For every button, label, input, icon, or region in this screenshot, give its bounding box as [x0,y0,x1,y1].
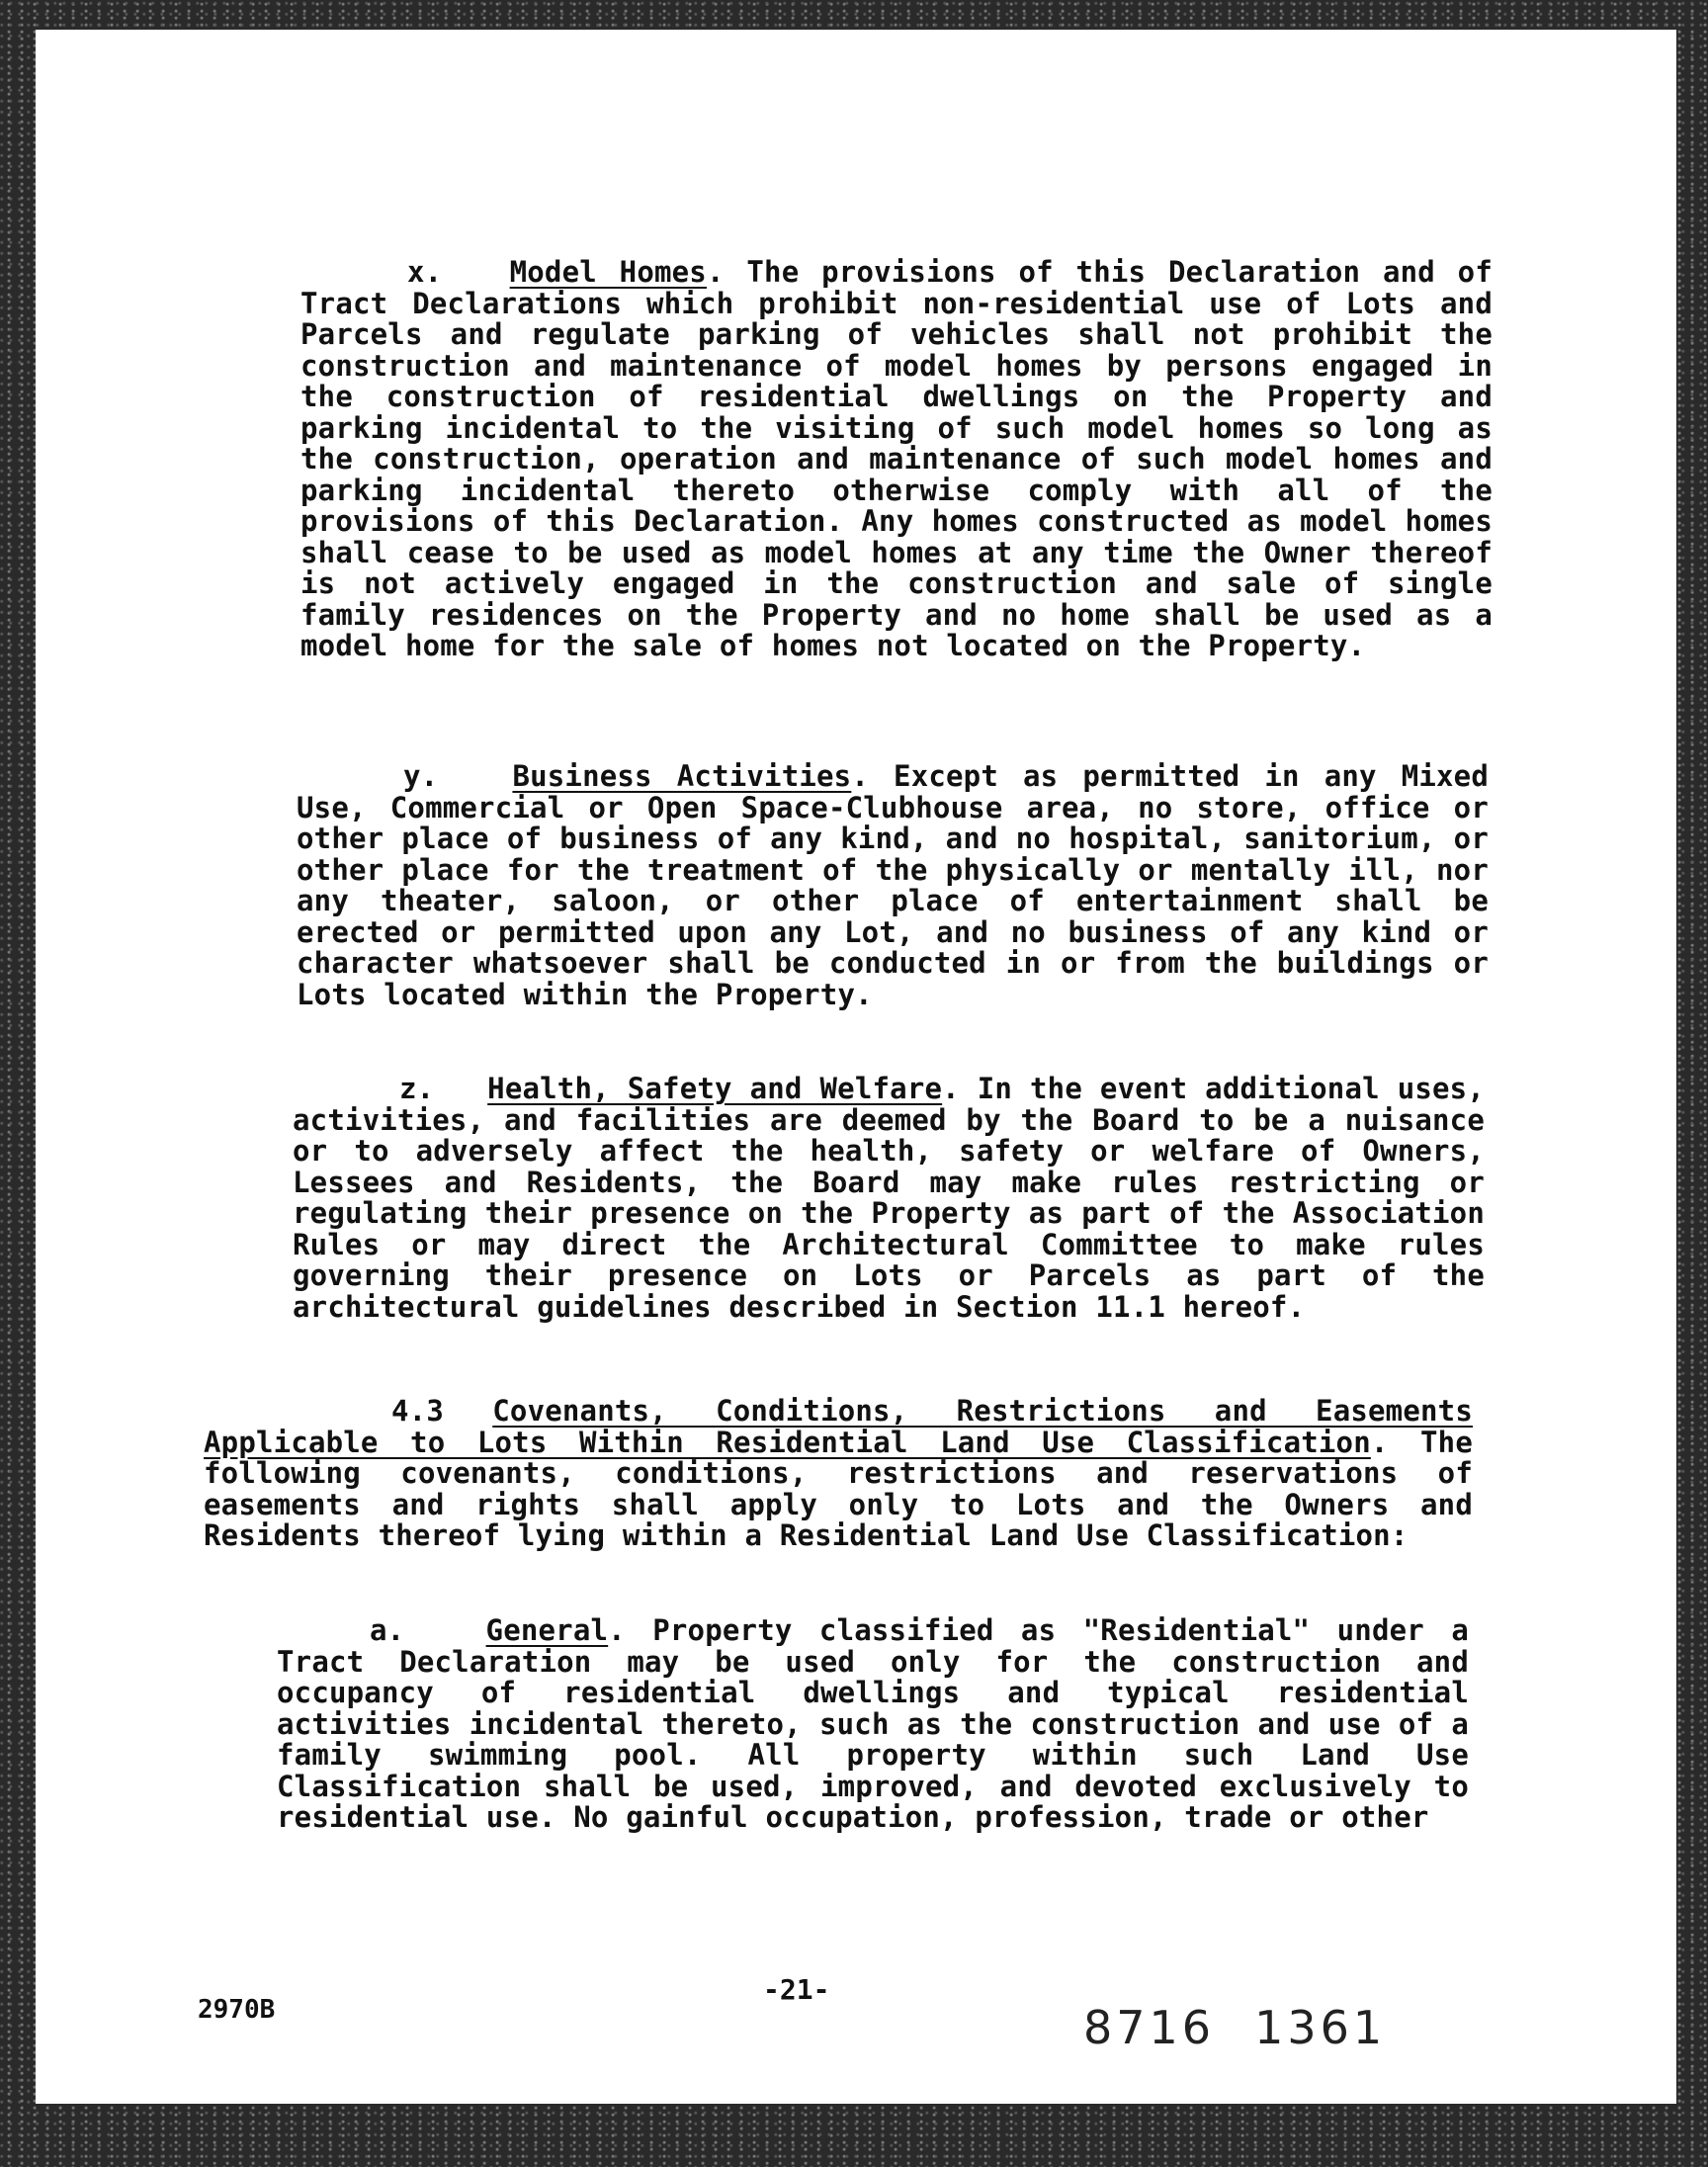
paragraph-y-business-activities [297,761,1489,1010]
paragraph-a-general [277,1615,1469,1834]
section-4-3-title: Covenants, Conditions, Restrictions and Easements Applicable to Lots Within Residential Land Use Classification [204,1394,1473,1459]
paragraph-y-body: . Except as permitted in any Mixed Use, Commercial or Open Space-Clubhouse area, no store, office or other place of business of any kind, and no hospital, sanitorium, or other place for the treatment of the physically or mentally ill, nor any theater, saloon, or other place of entertainment shall be erected or permitted upon any Lot, and no business of any kind or character whatsoever shall be conducted in or from the buildings or Lots located within the Property. [297,759,1489,1011]
paragraph-z-title: Health, Safety and Welfare [487,1072,943,1105]
stamp-left-number: 8716 [1083,2001,1216,2054]
paragraph-z-label: z. [399,1072,435,1105]
stamp-right-number: 1361 [1254,2001,1387,2054]
section-4-3-body: . The following covenants, conditions, restrictions and reservations of easements and rights shall apply only to Lots and the Owners and Residents thereof lying within a Residential Land Use Classification: [204,1425,1473,1552]
paragraph-z-health-safety [293,1074,1485,1323]
paragraph-x-model-homes [300,257,1493,662]
document-code: 2970B [198,1995,276,2025]
section-4-3-label: 4.3 [391,1394,444,1428]
page-number: -21- [763,1973,830,2006]
document-page [36,30,1676,2104]
paragraph-a-label: a. [370,1613,405,1647]
paragraph-y-title: Business Activities [512,759,852,793]
paragraph-z-body: . In the event additional uses, activities, and facilities are deemed by the Board to be a nuisance or to adversely affect the health, safety or welfare of Owners, Lessees and Residents, the Board may make rules restricting or regulating their presence on the Property as part of the Association Rules or may direct the Architectural Committee to make rules governing their presence on Lots or Parcels as part of the architectural guidelines described in Section 11.1 hereof. [293,1072,1485,1324]
document-stamp-number [1083,2001,1386,2054]
paragraph-y-label: y. [403,759,439,793]
paragraph-x-title: Model Homes [509,255,707,289]
paragraph-x-label: x. [407,255,443,289]
paragraph-x-body: . The provisions of this Declaration and of Tract Declarations which prohibit non-residential use of Lots and Parcels and regulate parking of vehicles shall not prohibit the construction and maintenance of model homes by persons engaged in the construction of residential dwellings on the Property and parking incidental to the visiting of such model homes so long as the construction, operation and maintenance of such model homes and parking incidental thereto otherwise comply with all of the provisions of this Declaration. Any homes constructed as model homes shall cease to be used as model homes at any time the Owner thereof is not actively engaged in the construction and sale of single family residences on the Property and no home shall be used as a model home for the sale of homes not located on the Property. [300,255,1494,662]
paragraph-a-title: General [485,1613,609,1647]
section-4-3-covenants [204,1396,1473,1552]
paragraph-a-body: . Property classified as "Residential" under a Tract Declaration may be used only for the construction and occupancy of residential dwellings and typical residential activities incidental thereto, such as the construction and use of a family swimming pool. All property within such Land Use Classification shall be used, improved, and devoted exclusively to residential use. No gainful occupation, profession, trade or other [277,1613,1469,1834]
